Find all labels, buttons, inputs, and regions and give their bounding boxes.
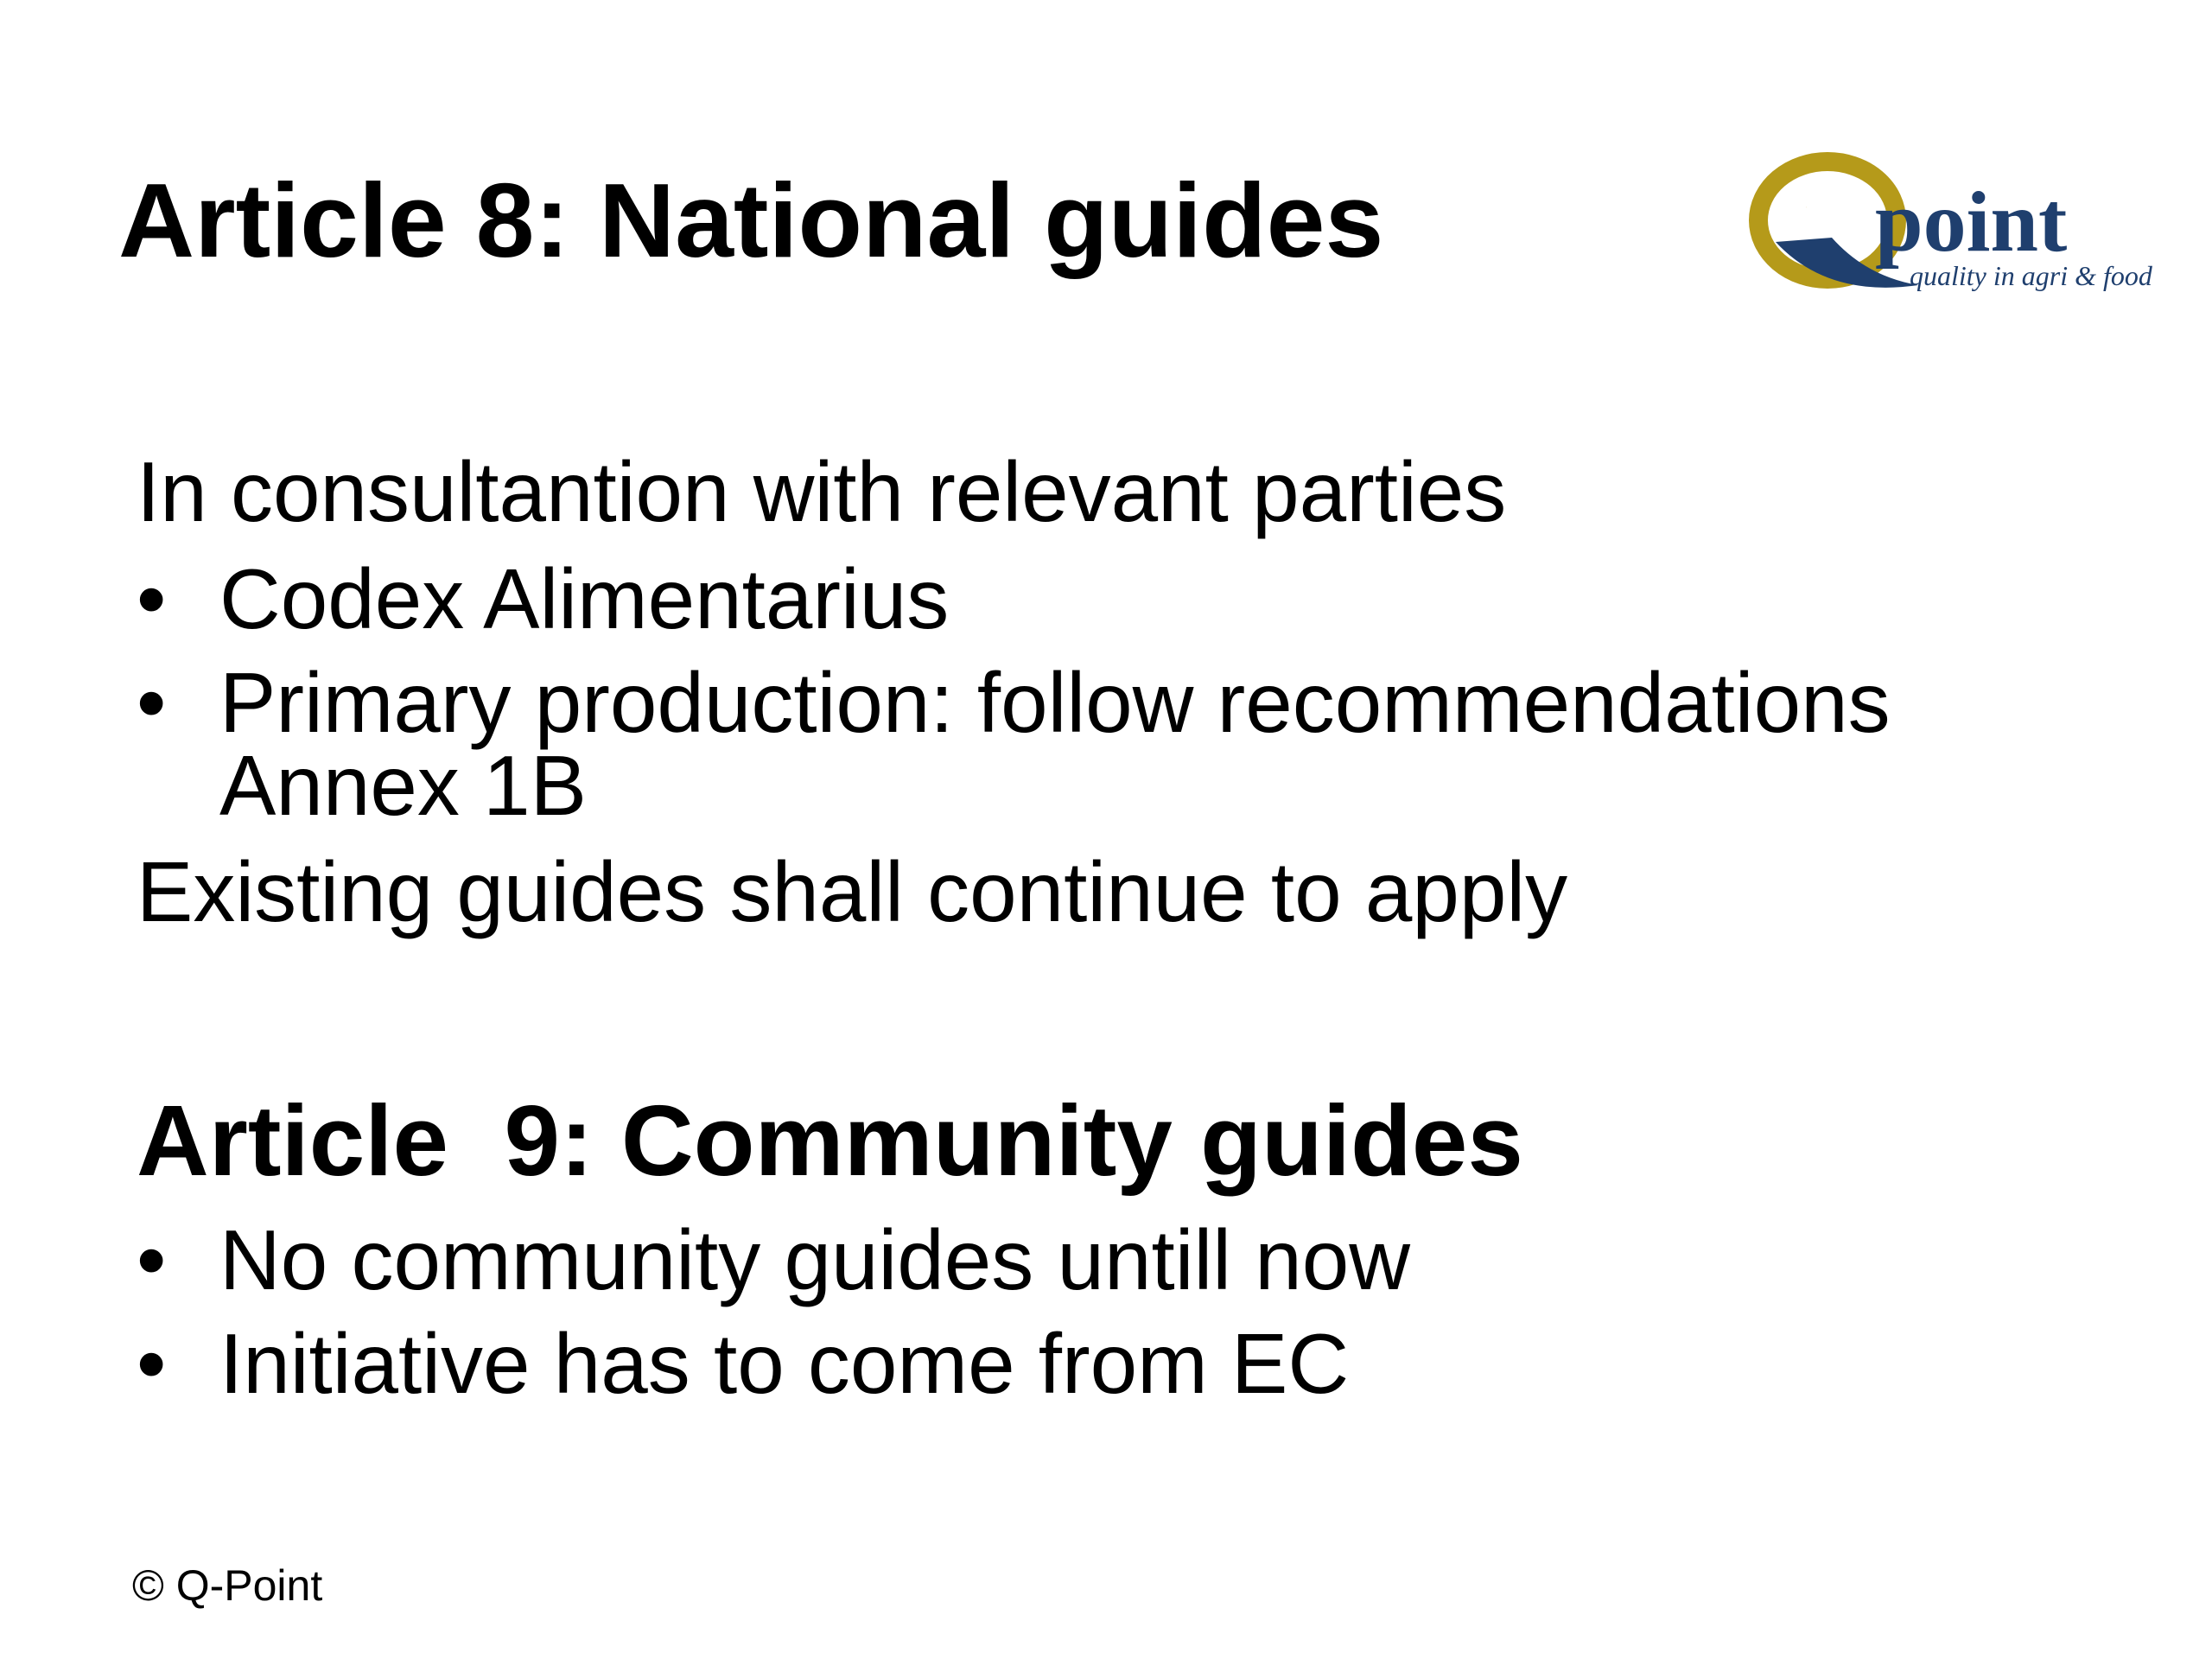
bullet-marker: • xyxy=(137,551,167,646)
section-heading: Article 9: Community guides xyxy=(137,1084,1523,1197)
bullet-marker: • xyxy=(137,1212,167,1307)
bullet-marker: • xyxy=(137,1316,167,1411)
bullet-text: Annex 1B xyxy=(219,738,587,833)
intro-text: In consultantion with relevant parties xyxy=(137,444,1507,539)
bullet-marker: • xyxy=(137,655,167,750)
bullet-text: Codex Alimentarius xyxy=(219,551,950,646)
slide-title: Article 8: National guides xyxy=(118,162,1384,279)
qpoint-logo xyxy=(1745,147,2169,302)
logo-q-letter: Q xyxy=(1806,207,1807,208)
bullet-text: Primary production: follow recommendations xyxy=(219,655,1891,750)
logo-tagline: quality in agri & food xyxy=(1910,260,2152,291)
copyright-footer: © Q-Point xyxy=(132,1561,323,1610)
logo-word: point xyxy=(1875,174,2068,270)
closing-text: Existing guides shall continue to apply xyxy=(137,844,1568,939)
bullet-text: Initiative has to come from EC xyxy=(219,1316,1350,1411)
bullet-text: No community guides untill now xyxy=(219,1212,1411,1307)
